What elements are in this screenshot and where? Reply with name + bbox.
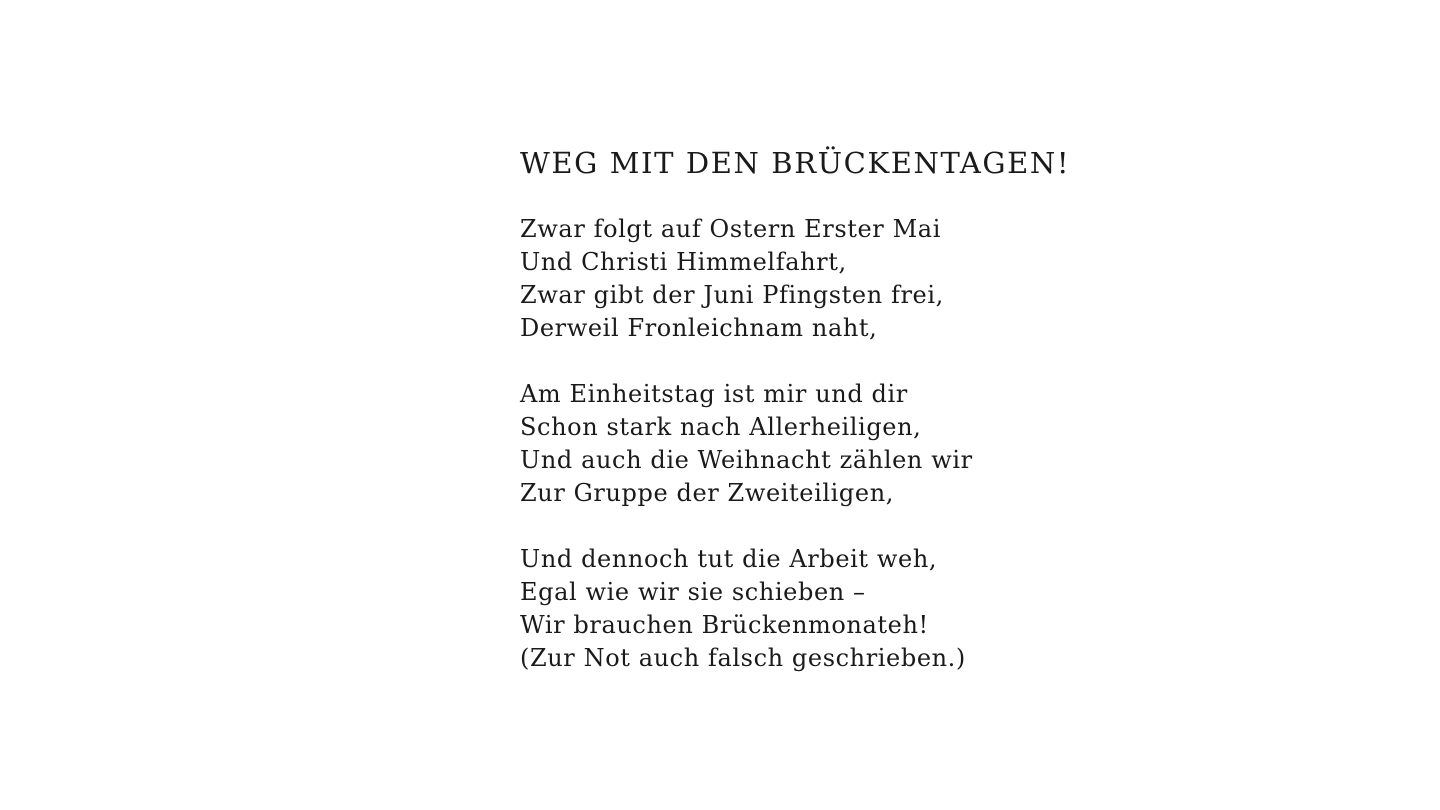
poem-line: Zwar folgt auf Ostern Erster Mai (520, 215, 941, 243)
poem-line: Egal wie wir sie schieben – (520, 578, 866, 606)
poem-title: WEG MIT DEN BRÜCKENTAGEN! (520, 146, 1071, 180)
poem-line: Derweil Fronleichnam naht, (520, 314, 878, 342)
stanza-2 (520, 378, 1220, 510)
stanza-1 (520, 213, 1220, 345)
poem-line: Und Christi Himmelfahrt, (520, 248, 847, 276)
poem-line: Zwar gibt der Juni Pfingsten frei, (520, 281, 944, 309)
poem-line: (Zur Not auch falsch geschrieben.) (520, 644, 966, 672)
poem-line: Schon stark nach Allerheiligen, (520, 413, 922, 441)
poem-line: Zur Gruppe der Zweiteiligen, (520, 479, 894, 507)
poem (520, 144, 1220, 708)
poem-line: Und dennoch tut die Arbeit weh, (520, 545, 938, 573)
poem-line: Wir brauchen Brückenmonateh! (520, 611, 929, 639)
poem-line: Am Einheitstag ist mir und dir (520, 380, 908, 408)
poem-line: Und auch die Weihnacht zählen wir (520, 446, 973, 474)
stanza-3 (520, 543, 1220, 675)
